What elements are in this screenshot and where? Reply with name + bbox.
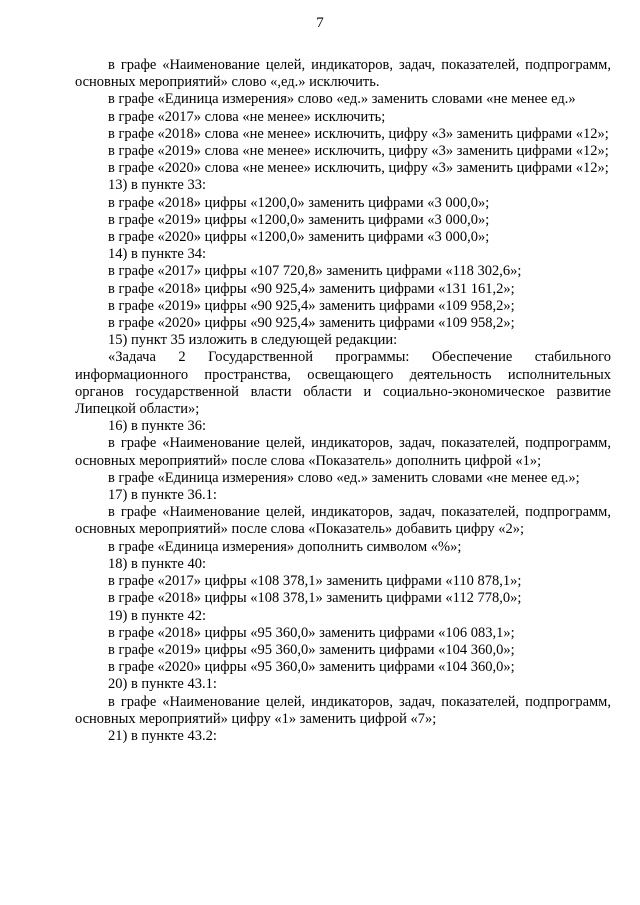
paragraph: в графе «2020» слова «не менее» исключить, цифру «3» заменить цифрами «12»;	[108, 160, 609, 177]
paragraph: в графе «2020» цифры «90 925,4» заменить цифрами «109 958,2»;	[108, 315, 515, 332]
paragraph: в графе «2019» цифры «1200,0» заменить цифрами «3 000,0»;	[108, 211, 490, 228]
paragraph: в графе «2017» цифры «108 378,1» заменить цифрами «110 878,1»;	[108, 573, 522, 590]
paragraph: 15) пункт 35 изложить в следующей редакции:	[108, 332, 398, 349]
paragraph: в графе «2018» цифры «108 378,1» заменить цифрами «112 778,0»;	[108, 590, 522, 607]
paragraph: в графе «Единица измерения» дополнить символом «%»;	[108, 538, 462, 555]
paragraph: 19) в пункте 42:	[108, 607, 206, 624]
paragraph: в графе «2020» цифры «95 360,0» заменить цифрами «104 360,0»;	[108, 659, 515, 676]
paragraph: «Задача 2 Государственной программы: Обеспечение стабильного информационного пространства, освещающего деятельность исполнительных органов государственной власти области и социально-экономическое развитие Липецкой области»;	[75, 349, 611, 418]
paragraph: в графе «Наименование целей, индикаторов, задач, показателей, подпрограмм, основных мероприятий» после слова «Показатель» добавить цифру «2»;	[75, 504, 611, 538]
paragraph: в графе «Наименование целей, индикаторов, задач, показателей, подпрограмм, основных мероприятий» слово «,ед.» исключить.	[75, 57, 611, 91]
paragraph: в графе «Наименование целей, индикаторов, задач, показателей, подпрограмм, основных мероприятий» после слова «Показатель» дополнить цифрой «1»;	[75, 435, 611, 469]
paragraph: в графе «2019» цифры «95 360,0» заменить цифрами «104 360,0»;	[108, 641, 515, 658]
page-number: 7	[316, 15, 324, 31]
paragraph: 17) в пункте 36.1:	[108, 487, 217, 504]
paragraph: в графе «2020» цифры «1200,0» заменить цифрами «3 000,0»;	[108, 229, 490, 246]
paragraph: в графе «Единица измерения» слово «ед.» заменить словами «не менее ед.»;	[108, 469, 580, 486]
paragraph: в графе «Наименование целей, индикаторов, задач, показателей, подпрограмм, основных мероприятий» цифру «1» заменить цифрой «7»;	[75, 693, 611, 727]
paragraph: в графе «2019» слова «не менее» исключить, цифру «3» заменить цифрами «12»;	[108, 143, 609, 160]
paragraph: 16) в пункте 36:	[108, 418, 206, 435]
paragraph: 18) в пункте 40:	[108, 555, 206, 572]
paragraph: в графе «2017» слова «не менее» исключить;	[108, 108, 386, 125]
paragraph: в графе «2019» цифры «90 925,4» заменить цифрами «109 958,2»;	[108, 297, 515, 314]
paragraph: в графе «2017» цифры «107 720,8» заменить цифрами «118 302,6»;	[108, 263, 522, 280]
paragraph: в графе «2018» цифры «95 360,0» заменить цифрами «106 083,1»;	[108, 624, 515, 641]
document-body	[75, 57, 611, 745]
paragraph: 21) в пункте 43.2:	[108, 727, 217, 744]
paragraph: в графе «2018» цифры «90 925,4» заменить цифрами «131 161,2»;	[108, 280, 515, 297]
paragraph: 14) в пункте 34:	[108, 246, 206, 263]
paragraph: 20) в пункте 43.1:	[108, 676, 217, 693]
paragraph: в графе «2018» слова «не менее» исключить, цифру «3» заменить цифрами «12»;	[108, 125, 609, 142]
paragraph: в графе «2018» цифры «1200,0» заменить цифрами «3 000,0»;	[108, 194, 490, 211]
paragraph: в графе «Единица измерения» слово «ед.» заменить словами «не менее ед.»	[108, 91, 576, 108]
paragraph: 13) в пункте 33:	[108, 177, 206, 194]
